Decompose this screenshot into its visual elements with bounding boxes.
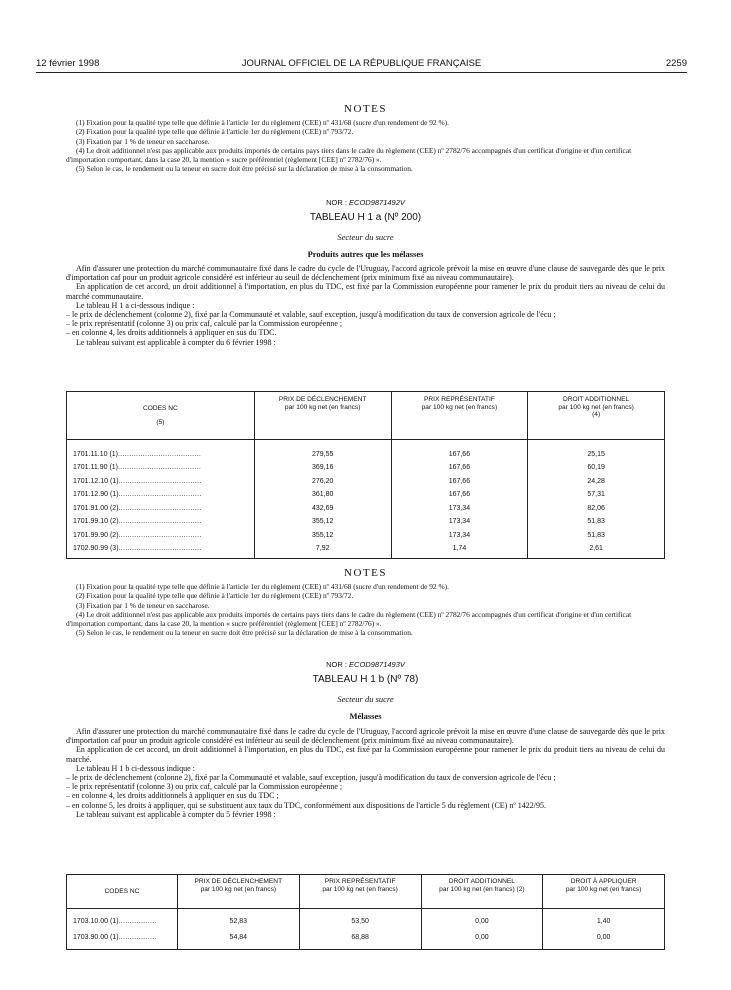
section-body [66,727,665,819]
additional-duty: 51,83 [528,531,665,545]
leader-dots: ..................................... [118,491,202,499]
note-2: (2) Fixation pour la qualité type telle que définie à l'article 1er du règlement (CEE) nº 793/72. [76,591,354,601]
section-body [66,264,665,347]
additional-duty: 57,31 [528,490,665,504]
nc-code: 1701.12.90 (1) [73,491,119,499]
table-row [67,477,665,491]
column-header: PRIX REPRÉSENTATIF par 100 kg net (en francs) [299,875,421,909]
page-header [36,58,687,72]
nc-code: 1701.91.00 (2) [73,504,119,512]
leader-dots: ..................................... [118,464,202,472]
representative-price: 167,66 [391,450,528,464]
dash-item: – en colonne 4, les droits additionnels à appliquer en sus du TDC. [66,328,277,338]
nor-label: NOR : [326,660,347,669]
trigger-price: 279,55 [254,450,391,464]
table-row [67,531,665,545]
trigger-price: 355,12 [254,517,391,531]
product-heading: Mélasses [349,711,382,721]
leader-dots: ..................................... [118,450,202,458]
representative-price: 173,34 [391,517,528,531]
nc-code: 1703.90.00 (1) [73,933,119,941]
trigger-price: 52,83 [177,917,299,933]
nor-reference [66,660,665,669]
header-page-number: 2259 [665,58,687,69]
trigger-price: 432,69 [254,504,391,518]
sector-label: Secteur du sucre [337,232,394,242]
additional-duty: 2,61 [528,544,665,558]
column-header: DROIT ADDITIONNEL par 100 kg net (en francs) (4) [528,392,665,440]
table-row [67,490,665,504]
additional-duty: 24,28 [528,477,665,491]
paragraph: Le tableau suivant est applicable à compter du 5 février 1998 : [76,809,276,819]
nor-label: NOR : [326,198,347,207]
nc-code: 1702.90.99 (3) [73,545,119,553]
note-4: (4) Le droit additionnel n'est pas applicable aux produits importés de certains pays tiers dans le cadre du règlement (CEE) nº 2782/76 accompagnés d'un certificat d'origine et d'un certificat d'importation comportant, dans la case 20, la mention « sucre préférentiel (règlement [CEE] nº 2782/76) ». [66,145,632,165]
note-3: (3) Fixation par 1 % de teneur en saccharose. [76,136,210,146]
dash-item: – en colonne 5, les droits à appliquer, qui se substituent aux taux du TDC, conformément aux dispositions de l'article 5 du règlement (CE) nº 1422/95. [66,800,547,810]
table-title: TABLEAU H 1 a (Nº 200) [309,212,422,223]
leader-dots: ................. [118,917,157,925]
note-5: (5) Selon le cas, le rendement ou la teneur en sucre doit être précisé sur la déclaration de mise à la consommation. [76,628,413,638]
header-journal-title: JOURNAL OFFICIEL DE LA RÉPUBLIQUE FRANÇAISE [241,58,482,69]
nc-code: 1701.12.10 (1) [73,477,119,485]
column-header: PRIX REPRÉSENTATIF par 100 kg net (en francs) [391,392,528,440]
representative-price: 1,74 [391,544,528,558]
table-row [67,917,665,933]
leader-dots: ..................................... [118,531,202,539]
nor-code: ECOD9871493V [349,660,405,669]
column-header: PRIX DE DÉCLENCHEMENT par 100 kg net (en francs) [254,392,391,440]
product-heading: Produits autres que les mélasses [307,249,424,259]
dash-item: – le prix représentatif (colonne 3) ou prix caf, calculé par la Commission européenne ; [66,782,343,792]
notes-title: NOTES [344,103,387,115]
trigger-price: 276,20 [254,477,391,491]
paragraph: Afin d'assurer une protection du marché communautaire fixé dans le cadre du cycle de l'Uruguay, l'accord agricole prévoit la mise en œuvre d'une clause de sauvegarde dès que le prix d'importation caf pour un produit agricole considéré est inférieur au seuil de déclenchement (prix minimum fixé au niveau communautaire). [66,727,665,746]
additional-duty: 0,00 [421,933,543,949]
representative-price: 167,66 [391,477,528,491]
trigger-price: 361,80 [254,490,391,504]
leader-dots: ..................................... [118,545,202,553]
table-row [67,933,665,949]
additional-duty: 82,06 [528,504,665,518]
column-header: CODES NC (5) [67,392,255,440]
header-date: 12 février 1998 [36,58,100,69]
representative-price: 53,50 [299,917,421,933]
trigger-price: 355,12 [254,531,391,545]
column-header: CODES NC [67,875,178,909]
nc-code: 1701.99.90 (2) [73,531,119,539]
table-title: TABLEAU H 1 b (Nº 78) [312,674,419,685]
tariff-table [66,874,665,950]
table-row [67,517,665,531]
nc-code: 1701.11.90 (1) [73,464,119,472]
trigger-price: 54,84 [177,933,299,949]
tariff-table [66,391,665,559]
column-header: DROIT À APPLIQUER par 100 kg net (en francs) [543,875,665,909]
notes-title: NOTES [344,567,387,579]
paragraph: Le tableau suivant est applicable à compter du 6 février 1998 : [76,337,276,347]
paragraph: Afin d'assurer une protection du marché communautaire fixé dans le cadre du cycle de l'Uruguay, l'accord agricole prévoit la mise en œuvre d'une clause de sauvegarde dès que le prix d'importation caf pour un produit agricole considéré est inférieur au seuil de déclenchement (prix minimum fixé au niveau communautaire). [66,264,665,283]
nor-code: ECOD9871492V [349,198,405,207]
trigger-price: 7,92 [254,544,391,558]
note-2: (2) Fixation pour la qualité type telle que définie à l'article 1er du règlement (CEE) nº 793/72. [76,127,354,137]
table-header-row [67,875,665,909]
applicable-duty: 0,00 [543,933,665,949]
representative-price: 173,34 [391,531,528,545]
nor-reference [66,198,665,207]
note-4: (4) Le droit additionnel n'est pas applicable aux produits importés de certains pays tiers dans le cadre du règlement (CEE) nº 2782/76 accompagnés d'un certificat d'origine et d'un certificat d'importation comportant, dans la case 20, la mention « sucre préférentiel (règlement [CEE] nº 2782/76) ». [66,609,632,629]
representative-price: 167,66 [391,490,528,504]
representative-price: 167,66 [391,463,528,477]
leader-dots: ..................................... [118,504,202,512]
representative-price: 68,88 [299,933,421,949]
dash-item: – le prix de déclenchement (colonne 2), fixé par la Communauté et valable, sauf exception, jusqu'à modification du taux de conversion agricole de l'écu ; [66,310,556,320]
table-row [67,504,665,518]
table-row [67,463,665,477]
nc-code: 1701.11.10 (1) [73,450,119,458]
additional-duty: 25,15 [528,450,665,464]
note-5: (5) Selon le cas, le rendement ou la teneur en sucre doit être précisé sur la déclaration de mise à la consommation. [76,164,413,174]
additional-duty: 51,83 [528,517,665,531]
nc-code: 1701.99.10 (2) [73,518,119,526]
notes-block [66,118,665,174]
column-header: PRIX DE DÉCLENCHEMENT par 100 kg net (en francs) [177,875,299,909]
representative-price: 173,34 [391,504,528,518]
note-1: (1) Fixation pour la qualité type telle que définie à l'article 1er du règlement (CEE) nº 431/68 (sucre d'un rendement de 92 %). [76,118,449,127]
nc-code: 1703.10.00 (1) [73,917,119,925]
leader-dots: ..................................... [118,477,202,485]
dash-item: – le prix de déclenchement (colonne 2), fixé par la Communauté et valable, sauf exception, jusqu'à modification du taux de conversion agricole de l'écu ; [66,773,556,783]
notes-block [66,582,665,638]
paragraph: Le tableau H 1 a ci-dessous indique : [76,300,195,310]
table-header-row [67,392,665,440]
note-1: (1) Fixation pour la qualité type telle que définie à l'article 1er du règlement (CEE) nº 431/68 (sucre d'un rendement de 92 %). [76,582,449,591]
column-header: DROIT ADDITIONNEL par 100 kg net (en francs) (2) [421,875,543,909]
leader-dots: ..................................... [118,518,202,526]
table-row [67,450,665,464]
dash-item: – le prix représentatif (colonne 3) ou prix caf, calculé par la Commission européenne ; [66,319,343,329]
additional-duty: 0,00 [421,917,543,933]
paragraph: En application de cet accord, un droit additionnel à l'importation, en plus du TDC, est fixé par la Commission européenne pour ramener le prix du produit tiers au niveau de celui du marché. [66,745,665,764]
additional-duty: 60,19 [528,463,665,477]
header-rule [36,72,687,73]
applicable-duty: 1,40 [543,917,665,933]
note-3: (3) Fixation par 1 % de teneur en saccharose. [76,600,210,610]
dash-item: – en colonne 4, les droits additionnels à appliquer en sus du TDC ; [66,791,279,801]
table-row [67,544,665,558]
paragraph: Le tableau H 1 b ci-dessous indique : [76,763,195,773]
paragraph: En application de cet accord, un droit additionnel à l'importation, en plus du TDC, est fixé par la Commission européenne pour ramener le prix du produit tiers au niveau de celui du marché communautaire. [66,282,665,301]
leader-dots: ................. [118,933,157,941]
sector-label: Secteur du sucre [337,694,394,704]
trigger-price: 369,16 [254,463,391,477]
